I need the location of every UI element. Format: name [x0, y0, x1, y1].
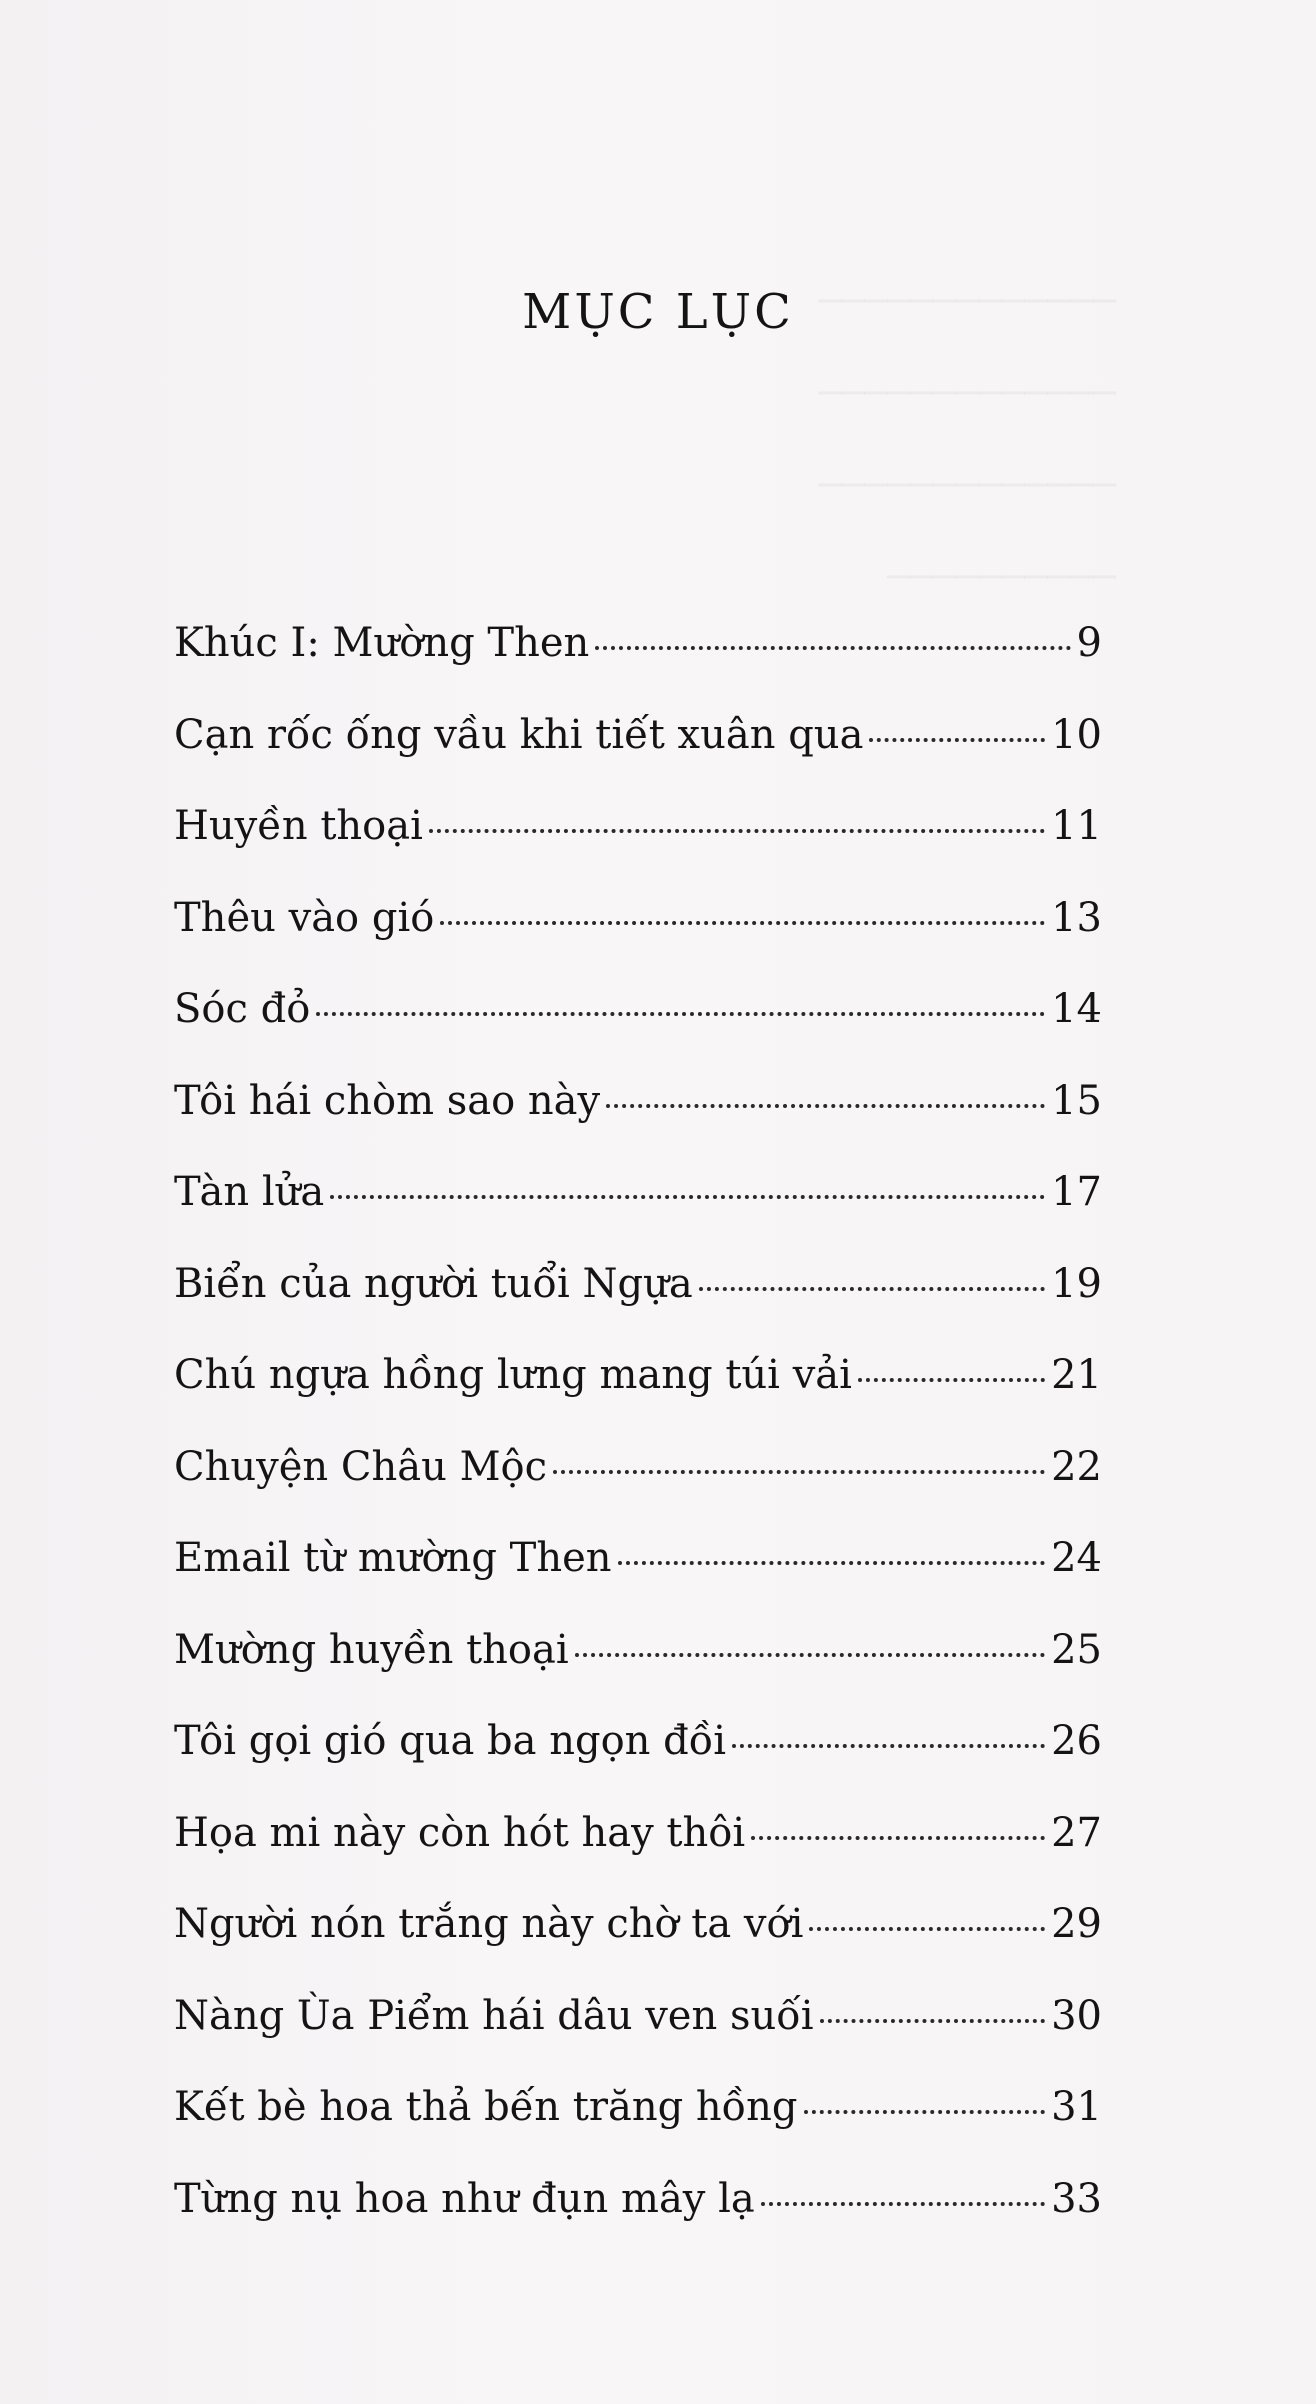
- toc-entry-page: 10: [1051, 711, 1102, 758]
- toc-entry: [174, 1261, 1102, 1353]
- leader-dots: [820, 2019, 1046, 2023]
- toc-entry-page: 21: [1051, 1352, 1102, 1398]
- leader-dots: [595, 646, 1070, 650]
- leader-dots: [761, 2202, 1045, 2206]
- toc-entry-page: 15: [1051, 1077, 1102, 1124]
- toc-entry-page: 29: [1051, 1901, 1102, 1947]
- toc-entry-title: Tôi gọi gió qua ba ngọn đồi: [174, 1718, 727, 1764]
- toc-entry-page: 31: [1051, 2084, 1102, 2130]
- leader-dots: [804, 2110, 1046, 2114]
- toc-entry-title: Khúc I: Mường Then: [174, 620, 590, 666]
- leader-dots: [330, 1195, 1045, 1199]
- toc-entry-title: Nàng Ùa Piểm hái dâu ven suối: [174, 1992, 814, 2039]
- toc-entry: [174, 712, 1102, 804]
- toc-entry-page: 9: [1076, 620, 1102, 666]
- leader-dots: [869, 738, 1045, 742]
- leader-dots: [858, 1378, 1045, 1382]
- toc-entry-page: 17: [1051, 1169, 1102, 1215]
- toc-entry: [174, 620, 1102, 712]
- leader-dots: [440, 921, 1045, 925]
- toc-entry-page: 30: [1051, 1992, 1102, 2039]
- leader-dots: [732, 1744, 1045, 1748]
- toc-entry: [174, 1993, 1102, 2085]
- toc-entry: [174, 2084, 1102, 2176]
- leader-dots: [606, 1104, 1045, 1108]
- toc-entry-title: Tàn lửa: [174, 1169, 325, 1215]
- toc-title: MỤC LỤC: [522, 284, 794, 341]
- toc-entry-title: Sóc đỏ: [174, 986, 311, 1032]
- toc-entry-page: 22: [1051, 1443, 1102, 1490]
- toc-entry-title: Email từ mường Then: [174, 1535, 612, 1581]
- toc-entry: [174, 1901, 1102, 1993]
- toc-entry: [174, 2176, 1102, 2268]
- toc-entry: [174, 1718, 1102, 1810]
- toc-entry-title: Thêu vào gió: [174, 894, 435, 941]
- toc-entry: [174, 1627, 1102, 1719]
- toc-entry: [174, 1352, 1102, 1444]
- toc-entry-page: 24: [1051, 1535, 1102, 1581]
- toc-entry: [174, 1535, 1102, 1627]
- leader-dots: [751, 1836, 1045, 1840]
- toc-entry-page: 25: [1051, 1626, 1102, 1673]
- leader-dots: [429, 829, 1045, 833]
- toc-entry-title: Mường huyền thoại: [174, 1626, 569, 1673]
- leader-dots: [809, 1927, 1045, 1931]
- toc-entry: [174, 986, 1102, 1078]
- toc-entry-title: Kết bè hoa thả bến trăng hồng: [174, 2084, 798, 2130]
- toc-entry-title: Chuyện Châu Mộc: [174, 1443, 548, 1490]
- leader-dots: [618, 1561, 1046, 1565]
- toc-entry: [174, 1810, 1102, 1902]
- toc-entry-title: Người nón trắng này chờ ta với: [174, 1901, 804, 1947]
- toc-entry-page: 33: [1051, 2175, 1102, 2222]
- toc-entry-title: Huyền thoại: [174, 803, 423, 849]
- leader-dots: [553, 1470, 1045, 1474]
- toc-entry: [174, 803, 1102, 895]
- leader-dots: [316, 1012, 1045, 1016]
- toc-entry: [174, 1078, 1102, 1170]
- toc-entry-title: Chú ngựa hồng lưng mang túi vải: [174, 1352, 852, 1398]
- leader-dots: [699, 1287, 1045, 1291]
- toc-entry: [174, 1169, 1102, 1261]
- toc-entry: [174, 1444, 1102, 1536]
- toc-entry-title: Biển của người tuổi Ngựa: [174, 1260, 693, 1307]
- toc-entry-page: 27: [1051, 1809, 1102, 1856]
- toc-entry-page: 11: [1051, 803, 1102, 849]
- toc-list: [174, 620, 1102, 2267]
- toc-entry-page: 14: [1051, 986, 1102, 1032]
- toc-entry-title: Cạn rốc ống vầu khi tiết xuân qua: [174, 711, 864, 758]
- toc-entry-title: Từng nụ hoa như đụn mây lạ: [174, 2175, 755, 2222]
- toc-entry-title: Họa mi này còn hót hay thôi: [174, 1809, 746, 1856]
- toc-entry-page: 13: [1051, 894, 1102, 941]
- bleed-through-text: ───────────── ───────────── ───────────── ──────────: [818, 279, 1116, 599]
- toc-entry-title: Tôi hái chòm sao này: [174, 1077, 601, 1124]
- toc-entry-page: 26: [1051, 1718, 1102, 1764]
- leader-dots: [575, 1653, 1045, 1657]
- toc-entry: [174, 895, 1102, 987]
- toc-entry-page: 19: [1051, 1260, 1102, 1307]
